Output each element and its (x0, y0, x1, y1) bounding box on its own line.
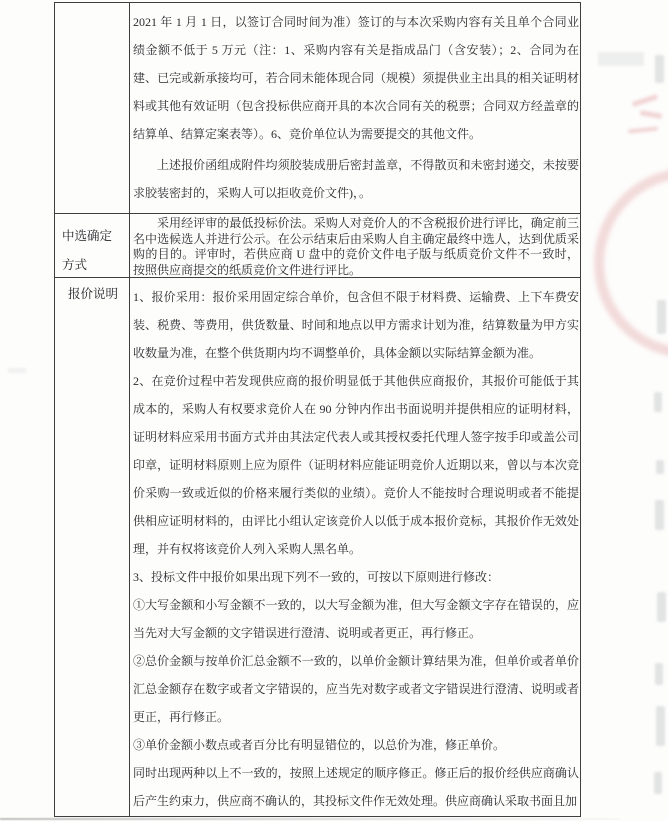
bleedthrough-artifact (598, 52, 644, 66)
paragraph-contract-scope: 2021 年 1 月 1 日，以签订合同时间为准）签订的与本次采购内容有关且单个合同业绩金额不低于 5 万元（注：1、采购内容有关是指成品门（含安装）；2、合同为在建、已完或新承接均可，若合同未能体现合同（规模）须提供业主出具的相关证明材料或其他有效证明（包含投标供应商开具的本次合同有关的税票；合同双方经盖章的结算单、结算定案表等）。6、竞价单位认为需要提交的其他文件。 (133, 15, 579, 141)
contract-requirements-content (130, 3, 580, 213)
scan-page-edge (0, 818, 620, 820)
row-label-quote-notes: 报价说明 (55, 278, 130, 816)
bleedthrough-artifact (656, 706, 665, 746)
red-seal-mark-artifact (640, 110, 663, 119)
paragraph-inconsistency-rules-intro: 3、投标文件中报价如果出现下列不一致的，可按以下原则进行修改： (133, 570, 500, 584)
bleedthrough-artifact (655, 55, 664, 83)
bleedthrough-artifact (657, 592, 666, 622)
red-seal-mark-artifact (632, 94, 658, 107)
paragraph-rule-3-decimal-point: ③单价金额小数点或者百分比有明显错位的，以总价为准，修正单价。 (133, 738, 506, 752)
table-row-contract-requirements (55, 3, 580, 214)
row-label-empty (55, 3, 130, 213)
paragraph-selection-method: 采用经评审的最低投标价法。采购人对竞价人的不含税报价进行评比，确定前三名中选候选人并进行公示。在公示结束后由采购人自主确定最终中选人，达到优质采购的目的。评审时，若供应商 U 盘中的竞价文件电子版与纸质竞价文件不一致时，按照供应商提交的纸质竞价文件进行评比。 (133, 216, 579, 277)
bleedthrough-artifact (654, 392, 662, 412)
bleedthrough-artifact (8, 368, 26, 373)
bleedthrough-artifact (655, 500, 664, 530)
paragraph-quote-pricing: 1、报价采用：报价采用固定综合单价，包含但不限于材料费、运输费、上下车费安装、税费、等费用，供货数量、时间和地点以甲方需求计划为准，结算数量为甲方实收数量为准，在整个供货期内均不调整单价，具体金额以实际结算金额为准。 (133, 290, 579, 360)
selection-method-content (130, 214, 580, 277)
paragraph-correction-order: 同时出现两种以上不一致的，按照上述规定的顺序修正。修正后的报价经供应商确认后产生约束力，供应商不确认的，其投标文件作无效处理。供应商确认采取书面且加 (133, 766, 579, 808)
table-row-selection-method (55, 214, 580, 278)
procurement-terms-table (54, 2, 581, 817)
red-seal-mark-artifact (628, 126, 658, 133)
bleedthrough-artifact (654, 772, 662, 794)
paragraph-rule-1-amount-words: ①大写金额和小写金额不一致的，以大写金额为准，但大写金额文字存在错误的，应当先对大写金额的文字错误进行澄清、说明或者更正，再行修正。 (133, 598, 579, 640)
paragraph-rule-2-unit-price-total: ②总价金额与按单价汇总金额不一致的，以单价金额计算结果为准，但单价或者单价汇总金额存在数字或者文字错误的，应当先对数字或者文字错误进行澄清、说明或者更正，再行修正。 (133, 654, 579, 724)
bleedthrough-artifact (655, 663, 663, 685)
row-label-selection-method: 中选确定方式 (55, 214, 130, 277)
table-row-quote-notes (55, 278, 580, 816)
quote-notes-content (130, 278, 580, 816)
paragraph-binding-requirement: 上述报价函组成附件均须胶装成册后密封盖章，不得散页和未密封递交，未按要求胶装密封的，采购人可以拒收竞价文件)，。 (133, 158, 579, 200)
paragraph-below-cost-bids: 2、在竞价过程中若发现供应商的报价明显低于其他供应商报价，其报价可能低于其成本的，采购人有权要求竞价人在 90 分钟内作出书面说明并提供相应的证明材料，证明材料应采用书面方式并由其法定代表人或其授权委托代理人签字按手印或盖公司印章，证明材料原则上应为原件（证明材料应能证明竞价人近期以来，曾以与本次竞价采购一致或近似的价格来履行类似的业绩）。竞价人不能按时合理说明或者不能提供相应证明材料的，由评比小组认定该竞价人以低于成本报价竞标，其报价作无效处理，并有权将该竞价人列入采购人黑名单。 (133, 374, 579, 556)
bleedthrough-artifact (656, 460, 664, 474)
bleedthrough-artifact (657, 300, 666, 334)
